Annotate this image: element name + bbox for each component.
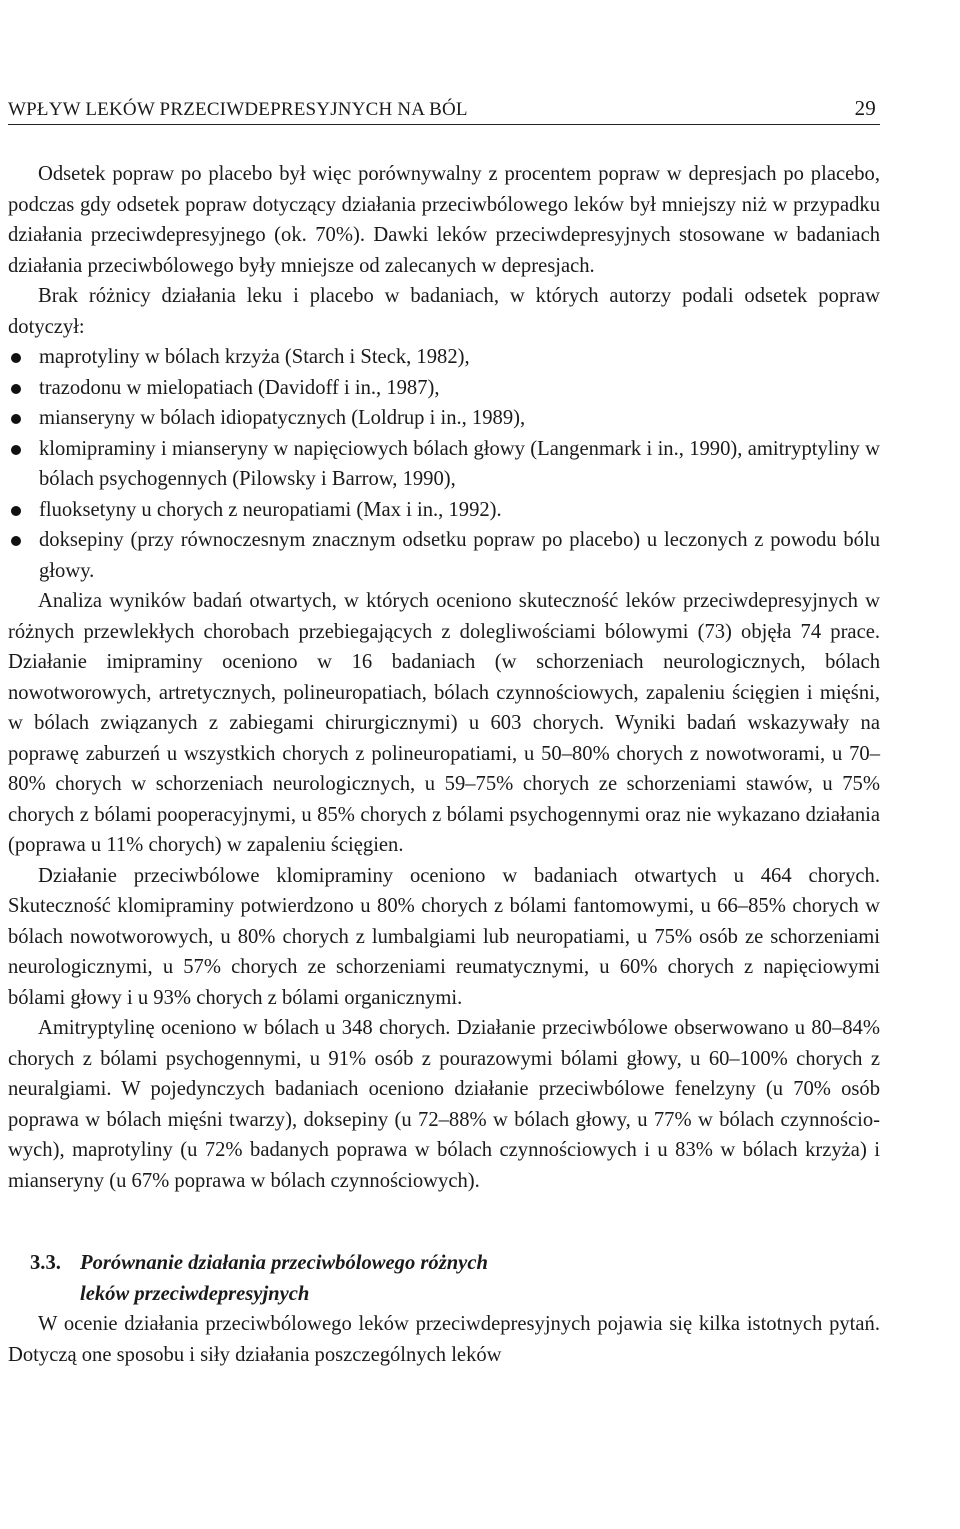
running-title: WPŁYW LEKÓW PRZECIWDEPRESYJNYCH NA BÓL [8,99,468,120]
section-heading [8,1248,880,1309]
page-number: 29 [854,96,876,120]
running-header [8,96,880,125]
document-page [8,96,880,1370]
list-item: maprotyliny w bólach krzyża (Starch i Steck, 1982), [8,342,880,373]
body-text [8,159,880,1196]
list-item: doksepiny (przy równoczesnym znacznym odsetku popraw po placebo) u leczonych z powodu bólu głowy. [8,525,880,586]
paragraph-clomipramine: Działanie przeciwbólowe klomipraminy oceniono w badaniach otwartych u 464 chorych. Skuteczność klomipraminy potwierdzono u 80% chorych z bólami fantomowymi, u 66–85% chorych w bólach nowotworowych, u 80% chorych z lumbalgiami lub neuropatiami, u 75% osób ze schorzeniami neurologicznymi, u 57% chorych ze schorzeniami reumatycznymi, u 60% chorych z napięciowymi bólami głowy i u 93% chorych z bólami organicznymi. [8,864,880,1009]
section-title [80,1248,488,1309]
list-item: klomipraminy i mianseryny w napięciowych bólach głowy (Langenmark i in., 1990), amitryptyliny w bólach psychogennych (Pilowsky i Barrow, 1990), [8,434,880,495]
list-item: trazodonu w mielopatiach (Davidoff i in., 1987), [8,373,880,404]
list-item: mianseryny w bólach idiopatycznych (Loldrup i in., 1989), [8,403,880,434]
paragraph-placebo: Odsetek popraw po placebo był więc porównywalny z procentem popraw w depresjach po placebo, podczas gdy odsetek popraw dotyczący działania przeciwbólowego leków był mniejszy niż w przypadku działania przeciwdepresyjnego (ok. 70%). Dawki leków przeciwdepresyjnych stosowane w badaniach działania przeciwbólowego były mniejsze od zalecanych w depresjach. [8,163,880,277]
paragraph-no-difference: Brak różnicy działania leku i placebo w badaniach, w których autorzy podali odsetek popraw dotyczył: [8,285,880,338]
section-title-line: leków przeciwdepresyjnych [80,1282,310,1305]
section-number: 3.3. [30,1252,61,1274]
section-title-line: Porównanie działania przeciwbólowego różnych [80,1252,488,1274]
list-item: fluoksetyny u chorych z neuropatiami (Max i in., 1992). [8,495,880,526]
paragraph-questions: W ocenie działania przeciwbólowego leków przeciwdepresyjnych pojawia się kilka istotnych pytań. Dotyczą one sposobu i siły działania poszczególnych leków [8,1313,880,1366]
section-body [8,1309,880,1370]
paragraph-amitriptyline: Amitryptylinę oceniono w bólach u 348 chorych. Działanie przeciwbólowe obserwowano u 80–84% chorych z bólami psychogennymi, u 91% osób z pourazowymi bólami głowy, u 60–100% chorych z neuralgiami. W pojedynczych badaniach oceniono działanie przeciwbólowe fenelzyny (u 70% osób poprawa w bólach mięśni twarzy), doksepiny (u 72–88% w bólach głowy, u 77% w bólach czynnościowych), maprotyliny (u 72% badanych poprawa w bólach czynnościowych i u 83% w bólach krzyża) i mianseryny (u 67% poprawa w bólach czynnościowych). [8,1017,880,1192]
paragraph-open-studies: Analiza wyników badań otwartych, w których oceniono skuteczność leków przeciwdepresyjnych w różnych przewlekłych chorobach przebiegających z dolegliwościami bólowymi (73) objęła 74 prace. Działanie imipraminy oceniono w 16 badaniach (w schorzeniach neurologicznych, bólach nowotworowych, artretycznych, polineuropatiach, bólach czynnościowych, zapaleniu ścięgien i mięśni, w bólach związanych z zabiegami chirurgicznymi) u 603 chorych. Wyniki badań wskazywały na poprawę zaburzeń u wszystkich chorych z polineuropatiami, u 50–80% chorych z nowotworami, u 70–80% chorych w schorzeniach neurologicznych, u 59–75% chorych ze schorzeniami stawów, u 75% chorych z bólami pooperacyjnymi, u 85% chorych z bólami psychogennymi oraz nie wykazano działania (poprawa u 11% chorych) w zapaleniu ścięgien. [8,590,880,856]
bullet-list [8,342,880,586]
